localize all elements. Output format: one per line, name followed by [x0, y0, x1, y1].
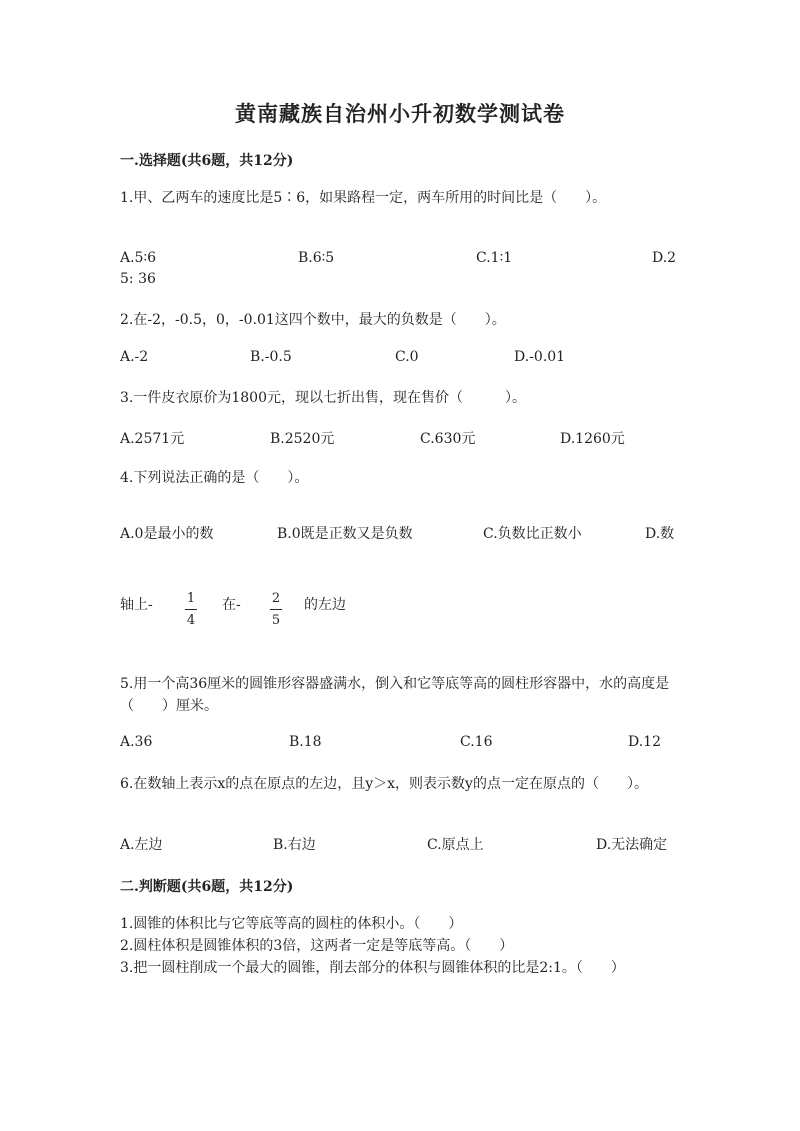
option-d: D.12 [628, 734, 661, 750]
fraction-bar [185, 609, 197, 610]
judgement-item-3: 3.把一圆柱削成一个最大的圆锥，削去部分的体积与圆锥体积的比是2:1。（ ） [120, 960, 625, 976]
option-b: B.18 [289, 734, 322, 750]
option-a: A.0是最小的数 [120, 526, 214, 542]
fraction-one-quarter [184, 591, 198, 628]
option-c: C.16 [460, 734, 493, 750]
fraction-bar [270, 609, 282, 610]
option-a: A.36 [120, 734, 153, 750]
judgement-item-2: 2.圆柱体积是圆锥体积的3倍，这两者一定是等底等高。（ ） [120, 938, 514, 954]
option-d: D.数 [645, 526, 675, 542]
fraction-two-fifths [269, 591, 283, 628]
option-b: B.-0.5 [250, 349, 292, 365]
option-d: D.-0.01 [514, 349, 566, 365]
option-d-continued-middle: 在- [222, 597, 241, 613]
option-b: B.6∶5 [298, 250, 335, 266]
option-b: B.0既是正数又是负数 [277, 526, 413, 542]
question-1: 1.甲、乙两车的速度比是5∶6，如果路程一定，两车所用的时间比是（ ）。 [120, 190, 607, 206]
option-a: A.左边 [120, 837, 163, 853]
question-3: 3.一件皮衣原价为1800元，现以七折出售，现在售价（ ）。 [120, 390, 526, 406]
section-heading-judgement: 二.判断题(共6题，共12分) [120, 879, 294, 895]
option-b: B.2520元 [270, 431, 335, 447]
option-a: A.5∶6 [120, 250, 157, 266]
option-c: C.0 [395, 349, 419, 365]
question-4: 4.下列说法正确的是（ ）。 [120, 470, 309, 486]
option-d-continued-suffix: 的左边 [304, 597, 346, 613]
option-d: D.无法确定 [596, 837, 668, 853]
section-heading-choice: 一.选择题(共6题，共12分) [120, 153, 294, 169]
option-b: B.右边 [273, 837, 316, 853]
denominator: 4 [186, 613, 196, 628]
option-d: D.1260元 [560, 431, 625, 447]
option-a: A.-2 [120, 349, 149, 365]
option-d: D.2 [652, 250, 677, 266]
numerator: 1 [186, 591, 196, 606]
question-5: 5.用一个高36厘米的圆锥形容器盛满水，倒入和它等底等高的圆柱形容器中，水的高度是（ ）厘米。 [120, 676, 670, 714]
option-a: A.2571元 [120, 431, 185, 447]
option-d-continued-prefix: 轴上- [120, 597, 153, 613]
denominator: 5 [271, 613, 281, 628]
page-title: 黄南藏族自治州小升初数学测试卷 [235, 101, 565, 126]
option-d-continued: 5: 36 [120, 271, 156, 287]
option-c: C.1∶1 [476, 250, 513, 266]
numerator: 2 [271, 591, 281, 606]
question-2: 2.在-2，-0.5，0，-0.01这四个数中，最大的负数是（ ）。 [120, 312, 506, 328]
judgement-item-1: 1.圆锥的体积比与它等底等高的圆柱的体积小。（ ） [120, 916, 463, 932]
option-c: C.负数比正数小 [483, 526, 582, 542]
question-6: 6.在数轴上表示x的点在原点的左边，且y＞x，则表示数y的点一定在原点的（ ）。 [120, 776, 648, 792]
option-c: C.原点上 [427, 837, 484, 853]
option-c: C.630元 [420, 431, 476, 447]
